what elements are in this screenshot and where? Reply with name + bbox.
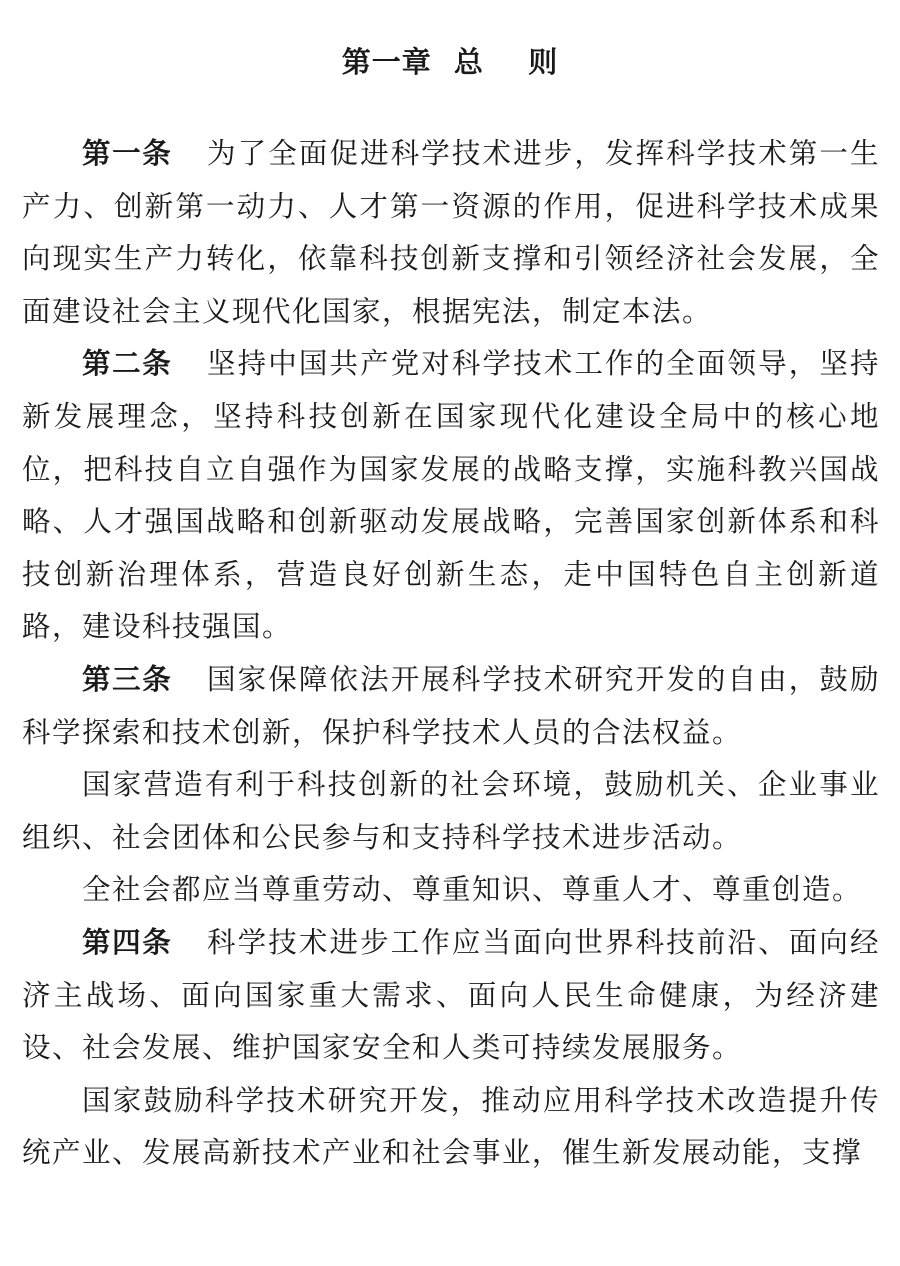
article-text: 科学技术进步工作应当面向世界科技前沿、面向经济主战场、面向国家重大需求、面向人民生命健康，为经济建设、社会发展、维护国家安全和人类可持续发展服务。 bbox=[22, 925, 880, 1065]
chapter-title: 第一章 总 则 bbox=[341, 45, 559, 79]
document-body bbox=[22, 128, 880, 1180]
article-number: 第四条 bbox=[82, 925, 173, 959]
clause-text: 国家鼓励科学技术研究开发，推动应用科学技术改造提升传统产业、发展高新技术产业和社会事业，催生新发展动能，支撑 bbox=[22, 1083, 880, 1170]
article-4-clause-2 bbox=[22, 1075, 880, 1180]
article-number: 第三条 bbox=[82, 662, 173, 696]
article-3-clause-3 bbox=[22, 864, 880, 917]
article-1 bbox=[22, 128, 880, 338]
clause-text: 国家营造有利于科技创新的社会环境，鼓励机关、企业事业组织、社会团体和公民参与和支持科学技术进步活动。 bbox=[22, 768, 880, 854]
clause-text: 全社会都应当尊重劳动、尊重知识、尊重人才、尊重创造。 bbox=[82, 873, 863, 907]
article-number: 第二条 bbox=[82, 347, 173, 381]
article-text: 为了全面促进科学技术进步，发挥科学技术第一生产力、创新第一动力、人才第一资源的作用，促进科学技术成果向现实生产力转化，依靠科技创新支撑和引领经济社会发展，全面建设社会主义现代化国家，根据宪法，制定本法。 bbox=[22, 137, 880, 328]
article-number: 第一条 bbox=[82, 137, 173, 170]
article-text: 国家保障依法开展科学技术研究开发的自由，鼓励科学探索和技术创新，保护科学技术人员的合法权益。 bbox=[22, 662, 880, 749]
article-3 bbox=[22, 654, 880, 759]
article-2 bbox=[22, 338, 880, 654]
article-text: 坚持中国共产党对科学技术工作的全面领导，坚持新发展理念，坚持科技创新在国家现代化建设全局中的核心地位，把科技自立自强作为国家发展的战略支撑，实施科教兴国战略、人才强国战略和创新驱动发展战略，完善国家创新体系和科技创新治理体系，营造良好创新生态，走中国特色自主创新道路，建设科技强国。 bbox=[22, 347, 880, 644]
article-3-clause-2 bbox=[22, 759, 880, 864]
article-4 bbox=[22, 917, 880, 1075]
